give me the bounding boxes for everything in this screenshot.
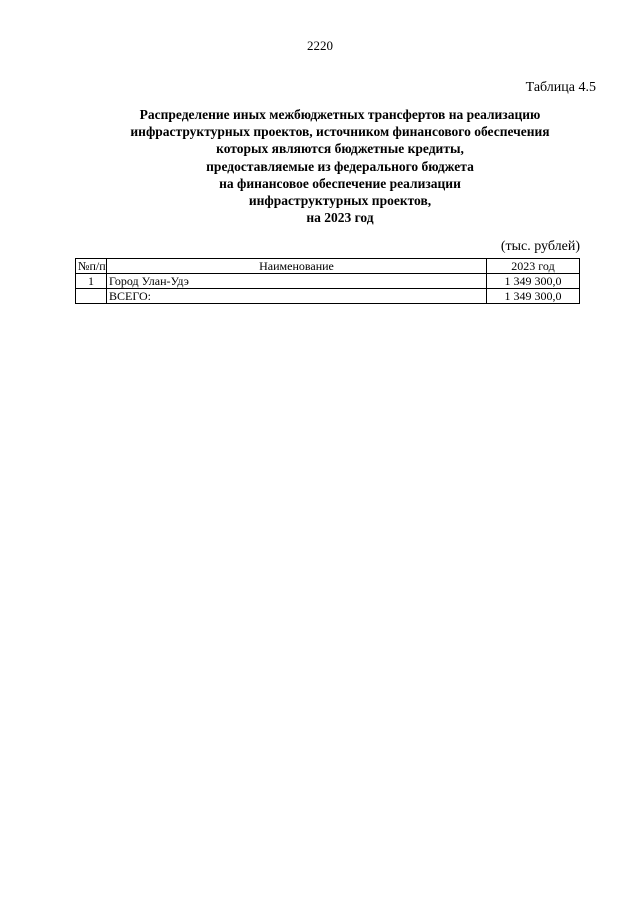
cell-number	[76, 289, 107, 304]
table-total-row	[76, 289, 580, 304]
table-header-row	[76, 259, 580, 274]
heading-line: Распределение иных межбюджетных трансфертов на реализацию	[139, 107, 541, 122]
heading-line: которых являются бюджетные кредиты,	[216, 141, 464, 157]
units-label: (тыс. рублей)	[500, 239, 580, 254]
heading-line: инфраструктурных проектов,	[248, 193, 432, 209]
cell-amount: 1 349 300,0	[487, 274, 580, 289]
heading-line: инфраструктурных проектов, источником финансового обеспечения	[130, 124, 550, 140]
header-name: Наименование	[107, 259, 487, 274]
header-number: №п/п	[76, 259, 107, 274]
header-year: 2023 год	[487, 259, 580, 274]
page-number: 2220	[307, 38, 333, 53]
transfers-table	[75, 258, 580, 304]
table-label: Таблица 4.5	[525, 80, 596, 95]
cell-total-amount: 1 349 300,0	[487, 289, 580, 304]
heading-line: на финансовое обеспечение реализации	[219, 175, 461, 191]
heading-line: на 2023 год	[306, 210, 374, 226]
cell-name: Город Улан-Удэ	[107, 274, 487, 289]
table-row	[76, 274, 580, 289]
cell-number: 1	[76, 274, 107, 289]
heading-line: предоставляемые из федерального бюджета	[206, 158, 474, 174]
cell-total-label: ВСЕГО:	[107, 289, 487, 304]
table-heading	[70, 106, 610, 226]
